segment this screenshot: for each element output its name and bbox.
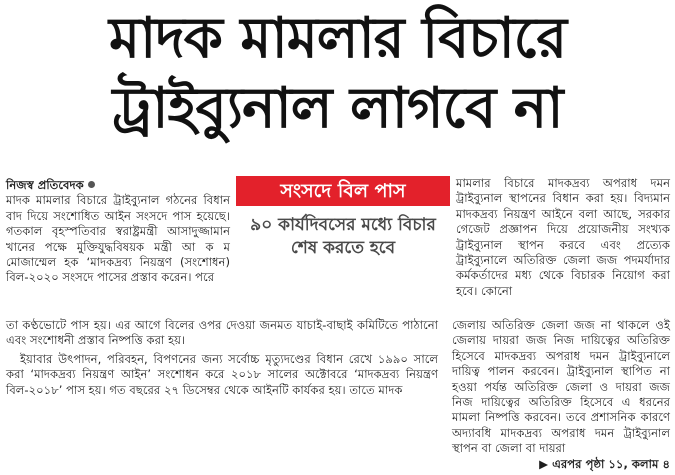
bottom-paragraph-1: তা কণ্ঠভোটে পাস হয়। এর আগে বিলের ওপর দেওয়া জনমত যাচাই-বাছাই কমিটিতে পাঠানো এবং সংশোধনী প্রস্তাব নিষ্পত্তি করা হয়। — [6, 318, 438, 348]
continuation-note[interactable]: ▶ এরপর পৃষ্ঠা ১১, কলাম ৪ — [539, 456, 670, 471]
bottom-section — [6, 318, 670, 472]
bottom-left — [6, 318, 438, 472]
subheadline: ৯০ কার্যদিবসের মধ্যে বিচার শেষ করতে হবে — [250, 215, 436, 258]
left-paragraph: মাদক মামলার বিচারে ট্রাইব্যুনাল গঠনের বিধান বাদ দিয়ে সংশোধিত আইন সংসদে পাস হয়েছে। গতকাল বৃহস্পতিবার স্বরাষ্ট্রমন্ত্রী আসাদুজ্জামান খানের পক্ষে মুক্তিযুদ্ধবিষয়ক মন্ত্রী আ ক ম মোজাম্মেল হক ‘মাদকদ্রব্য নিয়ন্ত্রণ (সংশোধন) বিল-২০২০ সংসদে পাসের প্রস্তাব করেন। পরে — [6, 193, 230, 285]
right-bottom-paragraph: জেলায় অতিরিক্ত জেলা জজ না থাকলে ওই জেলায় দায়রা জজ নিজ দায়িত্বের অতিরিক্ত হিসেবে মাদকদ্রব্য অপরাধ দমন ট্রাইব্যুনালে দায়িত্ব পালন করবেন। ট্রাইব্যুনাল স্থাপিত না হওয়া পর্যন্ত অতিরিক্ত জেলা ও দায়রা জজ নিজ দায়িত্বের অতিরিক্ত হিসেবে এ ধরনের মামলা নিষ্পত্তি করবেন। তবে প্রশাসনিক কারণে অদ্যাবধি মাদকদ্রব্য অপরাধ দমন ট্রাইব্যুনাল স্থাপন বা জেলা বা দায়রা — [452, 318, 670, 456]
byline: নিজস্ব প্রতিবেদক — [6, 178, 230, 193]
right-column — [456, 176, 670, 299]
bottom-right — [452, 318, 670, 472]
left-column — [6, 178, 230, 286]
highlight-box — [236, 176, 450, 316]
headline-line-1: মাদক মামলার বিচারে — [108, 6, 567, 71]
red-banner: সংসদে বিল পাস — [236, 176, 450, 206]
bullet-icon — [88, 181, 95, 188]
headline-line-2: ট্রাইব্যুনাল লাগবে না — [112, 76, 563, 141]
bottom-paragraph-2: ইয়াবার উৎপাদন, পরিবহন, বিপণনের জন্য সর্বোচ্চ মৃত্যুদণ্ডের বিধান রেখে ১৯৯০ সালে করা ‘মাদকদ্রব্য নিয়ন্ত্রণ আইন’ সংশোধন করে ২০১৮ সালের অক্টোবরে ‘মাদকদ্রব্য নিয়ন্ত্রণ বিল-২০১৮’ পাস হয়। গত বছরের ২৭ ডিসেম্বর থেকে আইনটি কার্যকর হয়। তাতে মাদক — [6, 351, 438, 397]
right-paragraph: মামলার বিচারে মাদকদ্রব্য অপরাধ দমন ট্রাইব্যুনাল স্থাপনের বিধান করা হয়। বিদ্যমান মাদকদ্রব্য নিয়ন্ত্রণ আইনে বলা আছে, সরকার গেজেট প্রজ্ঞাপন দিয়ে প্রয়োজনীয় সংখ্যক ট্রাইব্যুনাল স্থাপন করবে এবং প্রত্যেক ট্রাইব্যুনালে অতিরিক্ত জেলা জজ পদমর্যাদার কর্মকর্তাদের মধ্য থেকে বিচারক নিয়োগ করা হবে। কোনো — [456, 176, 670, 298]
